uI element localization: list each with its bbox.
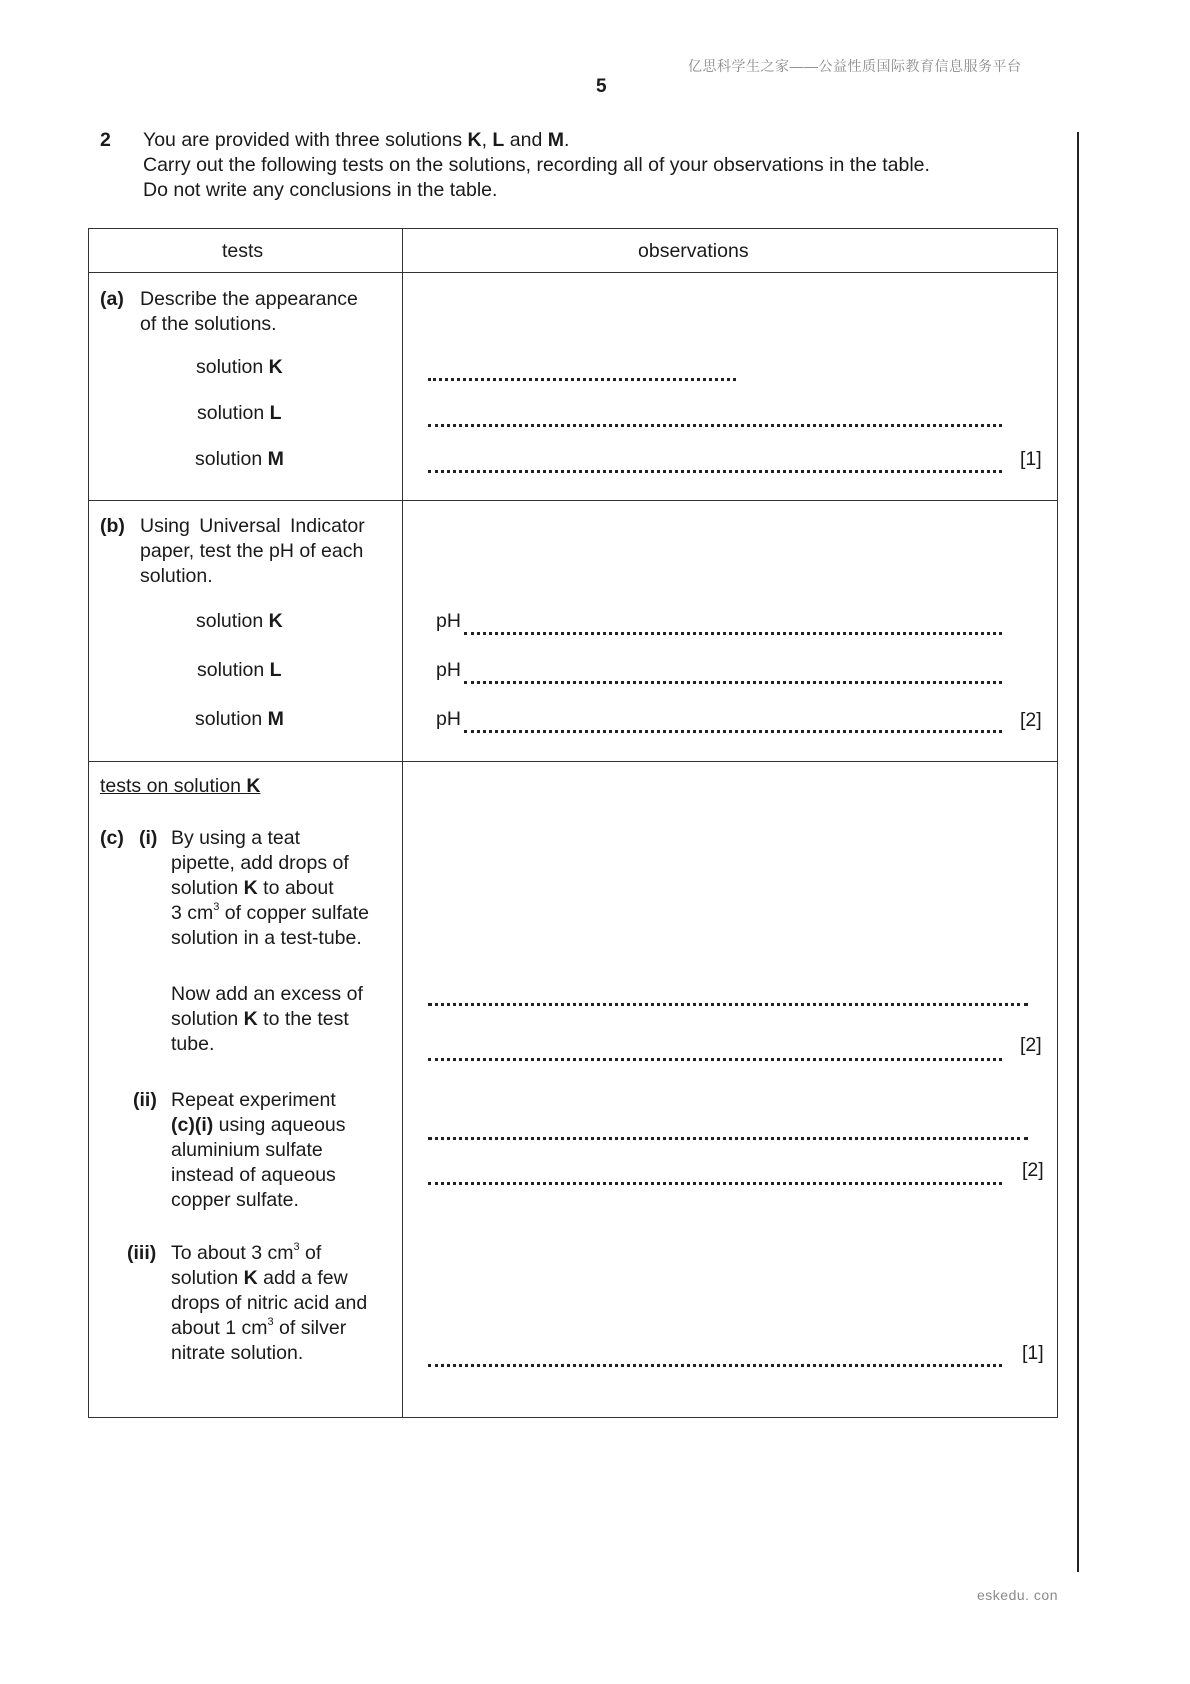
part-c-iii-line5: nitrate solution. (171, 1342, 304, 1364)
row-divider-a (89, 500, 1057, 501)
footer-watermark: eskedu. con (977, 1587, 1058, 1603)
answer-line-b-k[interactable] (464, 632, 1002, 635)
question-number: 2 (100, 129, 111, 151)
question-intro-line2: Carry out the following tests on the solutions, recording all of your observations in the table. (143, 154, 930, 176)
part-c-heading: tests on solution K (100, 775, 261, 797)
part-c-i-line5: solution in a test-tube. (171, 927, 362, 949)
answer-line-a-l[interactable] (428, 424, 1002, 427)
part-b-label: (b) (100, 515, 125, 537)
intro-and: and (504, 129, 548, 151)
part-c-ii-line5: copper sulfate. (171, 1189, 299, 1211)
part-c-i-line2: pipette, add drops of (171, 852, 349, 874)
intro-end: . (563, 129, 570, 151)
answer-line-a-k[interactable] (428, 378, 736, 381)
part-c-i-line8: tube. (171, 1033, 215, 1055)
part-b-ph-l: pH (436, 659, 461, 681)
part-c-iii-label: (iii) (127, 1242, 157, 1264)
part-c-ii-line1: Repeat experiment (171, 1089, 336, 1111)
part-c-iii-line2: solution K add a few (171, 1267, 348, 1289)
part-b-ph-k: pH (436, 610, 461, 632)
answer-line-c-iii[interactable] (428, 1364, 1002, 1367)
page-number: 5 (596, 76, 607, 97)
part-b-solution-m: solution M (195, 708, 284, 730)
part-b-line1: Using Universal Indicator (140, 515, 365, 537)
part-a-line2: of the solutions. (140, 313, 277, 335)
part-c-iii-line3: drops of nitric acid and (171, 1292, 368, 1314)
intro-solution-l: L (492, 129, 505, 151)
row-divider-header (89, 272, 1057, 273)
question-intro-line1 (143, 128, 569, 153)
answer-line-a-m[interactable] (428, 470, 1002, 473)
part-b-marks: [2] (1020, 709, 1042, 731)
part-c-ii-line3: aluminium sulfate (171, 1139, 323, 1161)
part-c-i-line4: 3 $cm^3$ of copper sulfate (171, 901, 369, 924)
row-divider-b (89, 761, 1057, 762)
intro-comma: , (481, 129, 493, 151)
column-divider (402, 229, 403, 1417)
part-c-ii-line4: instead of aqueous (171, 1164, 336, 1186)
answer-line-c-ii-1[interactable] (428, 1137, 1028, 1140)
part-c-i-line1: By using a teat (171, 827, 300, 849)
part-c-iii-line4: about 1 $cm^3$ of silver (171, 1316, 347, 1339)
part-c-ii-line2: (c)(i) using aqueous (171, 1114, 346, 1136)
margin-line (1077, 132, 1079, 1572)
part-a-solution-m: solution M (195, 448, 284, 470)
part-a-label: (a) (100, 288, 124, 310)
header-watermark: 亿思科学生之家——公益性质国际教育信息服务平台 (688, 58, 1022, 74)
part-b-solution-l: solution L (197, 659, 282, 681)
answer-line-c-i-2[interactable] (428, 1058, 1002, 1061)
part-b-solution-k: solution K (196, 610, 283, 632)
part-c-i-line7: solution K to the test (171, 1008, 349, 1030)
part-a-solution-l: solution L (197, 402, 282, 424)
part-c-i-marks: [2] (1020, 1034, 1042, 1056)
part-b-line3: solution. (140, 565, 213, 587)
intro-solution-k: K (467, 129, 482, 151)
part-c-label: (c) (100, 827, 124, 849)
part-c-iii-line1: To about 3 $cm^3$ of (171, 1241, 322, 1264)
part-c-i-line3: solution K to about (171, 877, 334, 899)
question-intro-line3: Do not write any conclusions in the table. (143, 179, 498, 201)
part-a-marks: [1] (1020, 448, 1042, 470)
part-b-ph-m: pH (436, 708, 461, 730)
column-header-tests: tests (222, 240, 264, 262)
answer-line-b-l[interactable] (464, 681, 1002, 684)
intro-solution-m: M (547, 129, 564, 151)
part-c-ii-marks: [2] (1022, 1159, 1044, 1181)
part-c-iii-marks: [1] (1022, 1342, 1044, 1364)
intro-text: You are provided with three solutions (143, 129, 468, 151)
answer-line-c-ii-2[interactable] (428, 1182, 1002, 1185)
part-b-line2: paper, test the pH of each (140, 540, 364, 562)
part-c-i-label: (i) (139, 827, 158, 849)
column-header-observations: observations (638, 240, 749, 262)
part-a-line1: Describe the appearance (140, 288, 358, 310)
answer-line-c-i-1[interactable] (428, 1003, 1028, 1006)
answer-line-b-m[interactable] (464, 730, 1002, 733)
part-a-solution-k: solution K (196, 356, 283, 378)
part-c-i-line6: Now add an excess of (171, 983, 363, 1005)
part-c-ii-label: (ii) (133, 1089, 157, 1111)
